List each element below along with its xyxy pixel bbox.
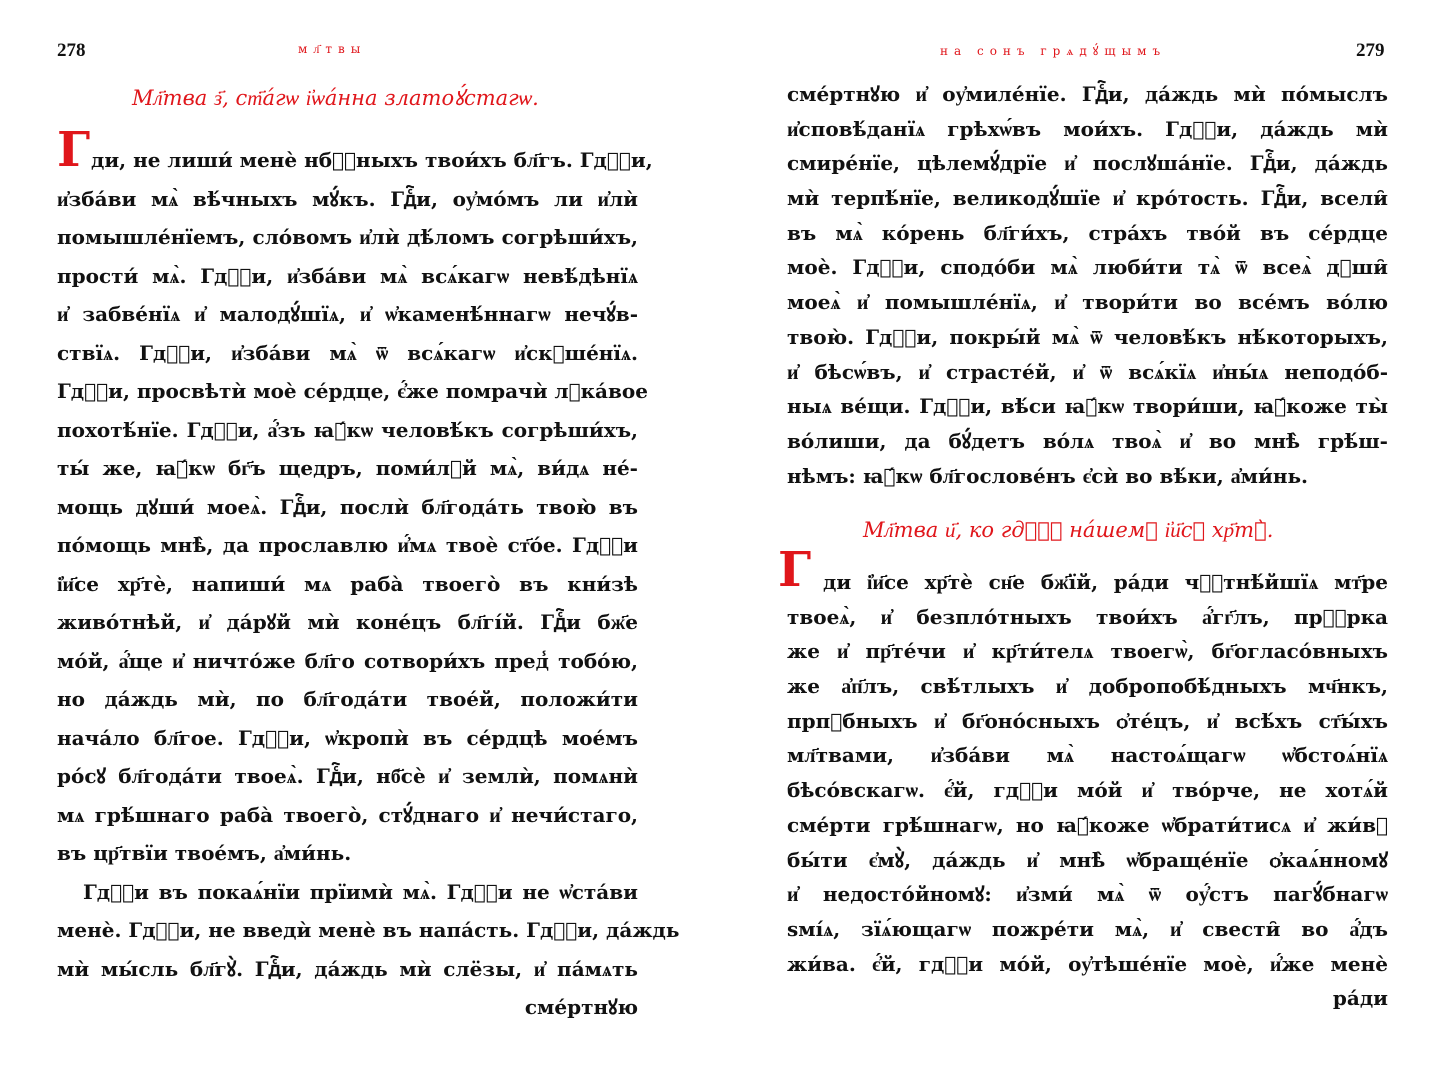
text-line: мл҃твами, и҆зба́ви мѧ̀ настоѧ́щагѡ ѡ҆бстоѧ́нїѧ (787, 743, 1388, 768)
prayer-heading: Мл҃тва и҃, ко гдⷭ҇ꙋ на́шемꙋ і҆и҃сꙋ хр҃тꙋ̀. (863, 518, 1274, 542)
prayer-text-continued (787, 77, 1388, 493)
text-line: и҆зба́ви мѧ̀ вѣ́чныхъ мꙋ́къ. Гдⷭ҇и, оу҆мо́мъ ли и҆лѝ (57, 186, 638, 211)
text-line: мощь дꙋши́ моеѧ̀. Гдⷭ҇и, послѝ бл҃года́ть твою̀ въ (57, 494, 638, 519)
text-line: и҆ недосто́йномꙋ: и҆зми́ мѧ̀ ѿ оу҆́стъ пагꙋ́бнагѡ (787, 882, 1388, 907)
text-line: сме́рти грѣ́шнагѡ, но ꙗ҆́коже ѡ҆брати́тисѧ и҆ жи́вꙋ (787, 812, 1388, 837)
text-line: и҆сповѣ́данїѧ грѣхѡ́въ мои́хъ. Гдⷭ҇и, да́ждь мѝ (787, 116, 1388, 141)
text-line: жи́ва. є҆́й, гдⷭ҇и мо́й, оу҆тѣше́нїе моѐ, и҆́же менѐ (787, 951, 1388, 976)
text-line: менѐ. Гдⷭ҇и, не введѝ менѐ въ напа́сть. Гдⷭ҇и, да́ждь (57, 918, 680, 942)
text-line: по́мощь мнѣ̀, да прославлю и҆́мѧ твоѐ ст҃о́е. Гдⷭ҇и (57, 533, 638, 557)
text-line: въ мѧ̀ ко́рень бл҃ги́хъ, стра́хъ тво́й въ се́рдце (787, 220, 1388, 245)
text-line: сме́ртнꙋю (524, 995, 638, 1019)
drop-cap: Г (778, 542, 812, 598)
text-line: прпⷣбныхъ и҆ бг҃оно́сныхъ ѻ҆те́цъ, и҆ всѣ́хъ ст҃ы́хъ (787, 708, 1388, 733)
text-line: ѕмі́ѧ, зїѧ́ющагѡ пожре́ти мѧ̀, и҆ свести̑ во а҆́дъ (787, 916, 1388, 941)
text-line: нача́ло бл҃гое. Гдⷭ҇и, ѡ҆кропѝ въ се́рдцѣ мое́мъ (57, 725, 638, 750)
drop-cap: Г (57, 122, 91, 178)
text-line: помышле́нїемъ, сло́вомъ и҆лѝ дѣ́ломъ согрѣши́хъ, (57, 225, 638, 249)
text-line: мѝ терпѣ́нїе, великодꙋ́шїе и҆ кро́тость. Гдⷭ҇и, всели̑ (787, 186, 1388, 211)
prayer-text (57, 141, 680, 1027)
text-line: Гдⷭ҇и въ покаѧ́нїи прїимѝ мѧ̀. Гдⷭ҇и не ѡ҆ста́ви (83, 879, 638, 904)
text-line: же и҆ пр҃те́чи и҆ кр҃ти́телѧ твоегѡ̀, бг҃огласо́вныхъ (787, 639, 1388, 664)
text-line: ныѧ ве́щи. Гдⷭ҇и, вѣ́си ꙗ҆́кѡ твори́ши, ꙗ҆́коже ты̀ (787, 394, 1388, 419)
text-line: ди і҆и҃се хр҃тѐ сн҃е бж҃їй, ра́ди чⷭ҇тнѣ́йшїѧ мт҃ре (823, 570, 1388, 594)
prayer-heading: Мл҃тва з҃, ст҃а́гѡ і҆ѡа́нна златоꙋ́стагѡ. (132, 86, 539, 110)
text-line: и҆ бѣсѡ́въ, и҆ страсте́й, и҆ ѿ всѧ́кїѧ и҆ны́ѧ неподо́б- (787, 359, 1388, 384)
text-line: мѝ мы́сль бл҃гꙋ̀. Гдⷭ҇и, да́ждь мѝ слёзы, и҆ па́мѧть (57, 956, 638, 981)
text-line: ты́ же, ꙗ҆́кѡ бг҃ъ щедръ, поми́лꙋй мѧ̀, ви́дѧ не́- (57, 456, 638, 480)
text-line: смире́нїе, цѣлемꙋ́дрїе и҆ послꙋша́нїе. Гдⷭ҇и, да́ждь (787, 151, 1388, 176)
text-line: моѐ. Гдⷭ҇и, сподо́би мѧ̀ люби́ти тѧ̀ ѿ всеѧ̀ дꙋши̑ (787, 255, 1388, 280)
text-line: похотѣ́нїе. Гдⷭ҇и, а҆́зъ ꙗ҆́кѡ человѣ́къ согрѣши́хъ, (57, 417, 638, 442)
right-page (718, 0, 1436, 1080)
text-line: но да́ждь мѝ, по бл҃года́ти твое́й, положи́ти (57, 687, 638, 711)
text-line: бѣсо́вскагѡ. є҆́й, гдⷭ҇и мо́й и҆ тво́рче, не хотѧ́й (787, 778, 1388, 803)
text-line: же а҆п҃лъ, свѣ́тлыхъ и҆ добропобѣ́дныхъ мч҃нкъ, (787, 674, 1388, 699)
text-line: ро́сꙋ бл҃года́ти твоеѧ̀. Гдⷭ҇и, нб҃сѐ и҆ землѝ, помѧнѝ (57, 764, 638, 788)
text-line: ствїѧ. Гдⷭ҇и, и҆зба́ви мѧ̀ ѿ всѧ́кагѡ и҆скꙋше́нїѧ. (57, 340, 638, 365)
text-line: твою̀. Гдⷭ҇и, покры́й мѧ̀ ѿ человѣ́къ нѣ́которыхъ, (787, 324, 1388, 349)
text-line: і҆и҃се хр҃тѐ, напиши́ мѧ раба̀ твоего̀ въ кни́зѣ (57, 571, 638, 596)
text-line: живо́тнѣй, и҆ да́рꙋй мѝ коне́цъ бл҃гі́й. Гдⷭ҇и бж҃е (57, 610, 638, 634)
text-line: мо́й, а҆́ще и҆ ничто́же бл҃го сотвори́хъ пред̾ тобо́ю, (57, 648, 638, 673)
page-number: 279 (1356, 40, 1385, 61)
text-line: ди, не лиши́ менѐ нбⷭ҇ныхъ твои́хъ бл҃гъ. Гдⷭ҇и, (91, 148, 653, 172)
text-line: во́лиши, да бꙋ́детъ во́лѧ твоѧ̀ и҆ во мнѣ̀ грѣ́ш- (787, 428, 1388, 453)
text-line: моеѧ̀ и҆ помышле́нїѧ, и҆ твори́ти во все́мъ во́лю (787, 290, 1388, 315)
text-line: сме́ртнꙋю и҆ оу҆миле́нїе. Гдⷭ҇и, да́ждь мѝ по́мыслъ (787, 82, 1388, 106)
page-number: 278 (57, 40, 86, 61)
running-head: мл҃твы (298, 42, 367, 56)
text-line: бы́ти є҆мꙋ̀, да́ждь и҆ мнѣ̀ ѡ҆браще́нїе ѻ҆каѧ́нномꙋ (787, 847, 1388, 872)
text-line: ра́ди (1332, 986, 1388, 1011)
running-head: на сонъ грѧдꙋ́щымъ (940, 44, 1167, 58)
text-line: въ цр҃твїи твое́мъ, а҆ми́нь. (57, 841, 352, 865)
text-line: Гдⷭ҇и, просвѣтѝ моѐ се́рдце, є҆́же помрачѝ лꙋка́вое (57, 379, 648, 403)
text-line: прости́ мѧ̀. Гдⷭ҇и, и҆зба́ви мѧ̀ всѧ́кагѡ невѣ́дѣнїѧ (57, 263, 638, 288)
text-line: нѣмъ: ꙗ҆́кѡ бл҃гослове́нъ є҆сѝ во вѣ́ки, а҆ми́нь. (787, 463, 1309, 488)
text-line: и҆ забве́нїѧ и҆ малодꙋ́шїѧ, и҆ ѡ҆каменѣ́ннагѡ нечꙋ́в- (57, 302, 638, 326)
prayer-text (787, 565, 1388, 1016)
text-line: твоеѧ̀, и҆ безпло́тныхъ твои́хъ а҆́гг҃лъ, прⷪ҇рка (787, 604, 1388, 629)
text-line: мѧ грѣ́шнаго раба̀ твоего̀, стꙋ́днаго и҆ нечи́стаго, (57, 802, 638, 827)
